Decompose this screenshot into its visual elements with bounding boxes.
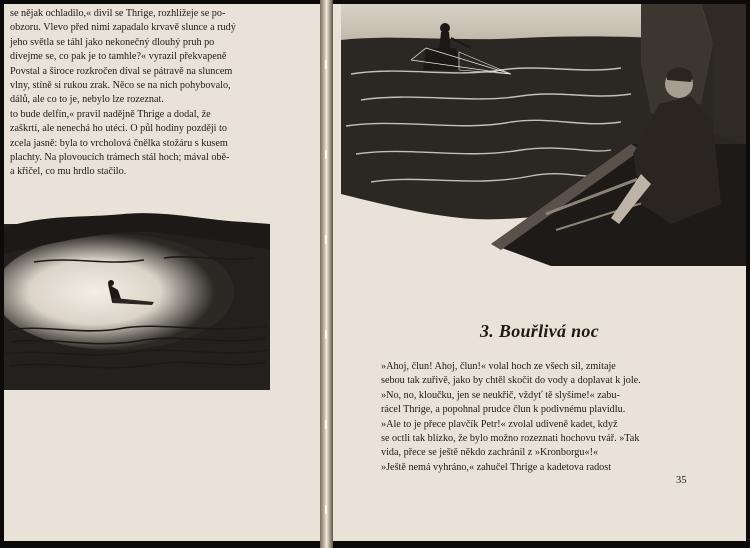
text-line: obzoru. Vlevo před nimi zapadalo krvavě slunce a rudý xyxy=(10,22,236,34)
binding-stitch xyxy=(325,420,327,429)
binding-stitch xyxy=(325,505,327,514)
text-line: rácel Thrige, a popohnal prudce člun k podivnému plavidlu. xyxy=(381,404,626,416)
binding-stitch xyxy=(325,330,327,339)
binding-stitch xyxy=(325,235,327,244)
text-line: jeho světla se táhl jako nekonečný dlouhý pruh po xyxy=(10,36,215,48)
binding-stitch xyxy=(325,150,327,159)
boat-illustration xyxy=(341,4,746,266)
right-page xyxy=(333,4,746,541)
page-number: 35 xyxy=(676,475,687,486)
text-line: plachty. Na plovoucích trámech stál hoch; mával obě- xyxy=(10,152,230,164)
left-page-text xyxy=(10,7,276,180)
chapter-title: 3. Bouřlivá noc xyxy=(479,321,599,341)
text-line: dálů, ale co to je, nebylo lze rozeznat. xyxy=(10,94,164,106)
text-line: se octli tak blízko, že bylo možno rozeznati hochovu tvář. »Tak xyxy=(381,433,640,445)
text-line: sebou tak zuřivě, jako by chtěl skočit do vody a doplavat k jole. xyxy=(381,375,641,387)
binding-stitch xyxy=(325,60,327,69)
text-line: »Ahoj, člun! Ahoj, člun!« volal hoch ze všech sil, zmítaje xyxy=(381,361,616,372)
text-line: »Ale to je přece plavčík Petr!« zvolal udiveně kadet, když xyxy=(381,418,618,430)
text-line: »Ještě nemá vyhráno,« zahučel Thrige a kadetova radost xyxy=(381,461,612,473)
text-line: vlny, stíně si rukou zrak. Něco se na nich pohybovalo, xyxy=(10,80,231,92)
book-spine xyxy=(320,0,333,548)
text-line: »No, no, kloučku, jen se neukřič, vždyť tě slyšíme!« zabu- xyxy=(381,389,620,401)
text-line: Povstal a široce rozkročen díval se pátravě na sluncem xyxy=(10,65,233,77)
text-line: se nějak ochladilo,« divil se Thrige, rozhlížeje se po- xyxy=(10,8,226,19)
text-line: zcela jasně: byla to vrcholová čnělka stožáru s kusem xyxy=(10,137,228,149)
text-line: to bude delfín,« pravil nadějně Thrige a dodal, že xyxy=(10,108,211,120)
text-line: dívejme se, co pak je to tamhle?« vyrazil překvapeně xyxy=(10,51,227,63)
right-page-text xyxy=(381,360,689,475)
text-line: zaškrtí, ale nenechá ho utéci. O půl hodiny později to xyxy=(10,123,227,135)
text-line: vida, přece se ještě někdo zachránil z »Kronborgu«!« xyxy=(381,447,599,459)
text-line: a křičel, co mu hrdlo stačilo. xyxy=(10,166,127,178)
sea-illustration xyxy=(4,210,270,390)
left-page xyxy=(4,4,321,541)
